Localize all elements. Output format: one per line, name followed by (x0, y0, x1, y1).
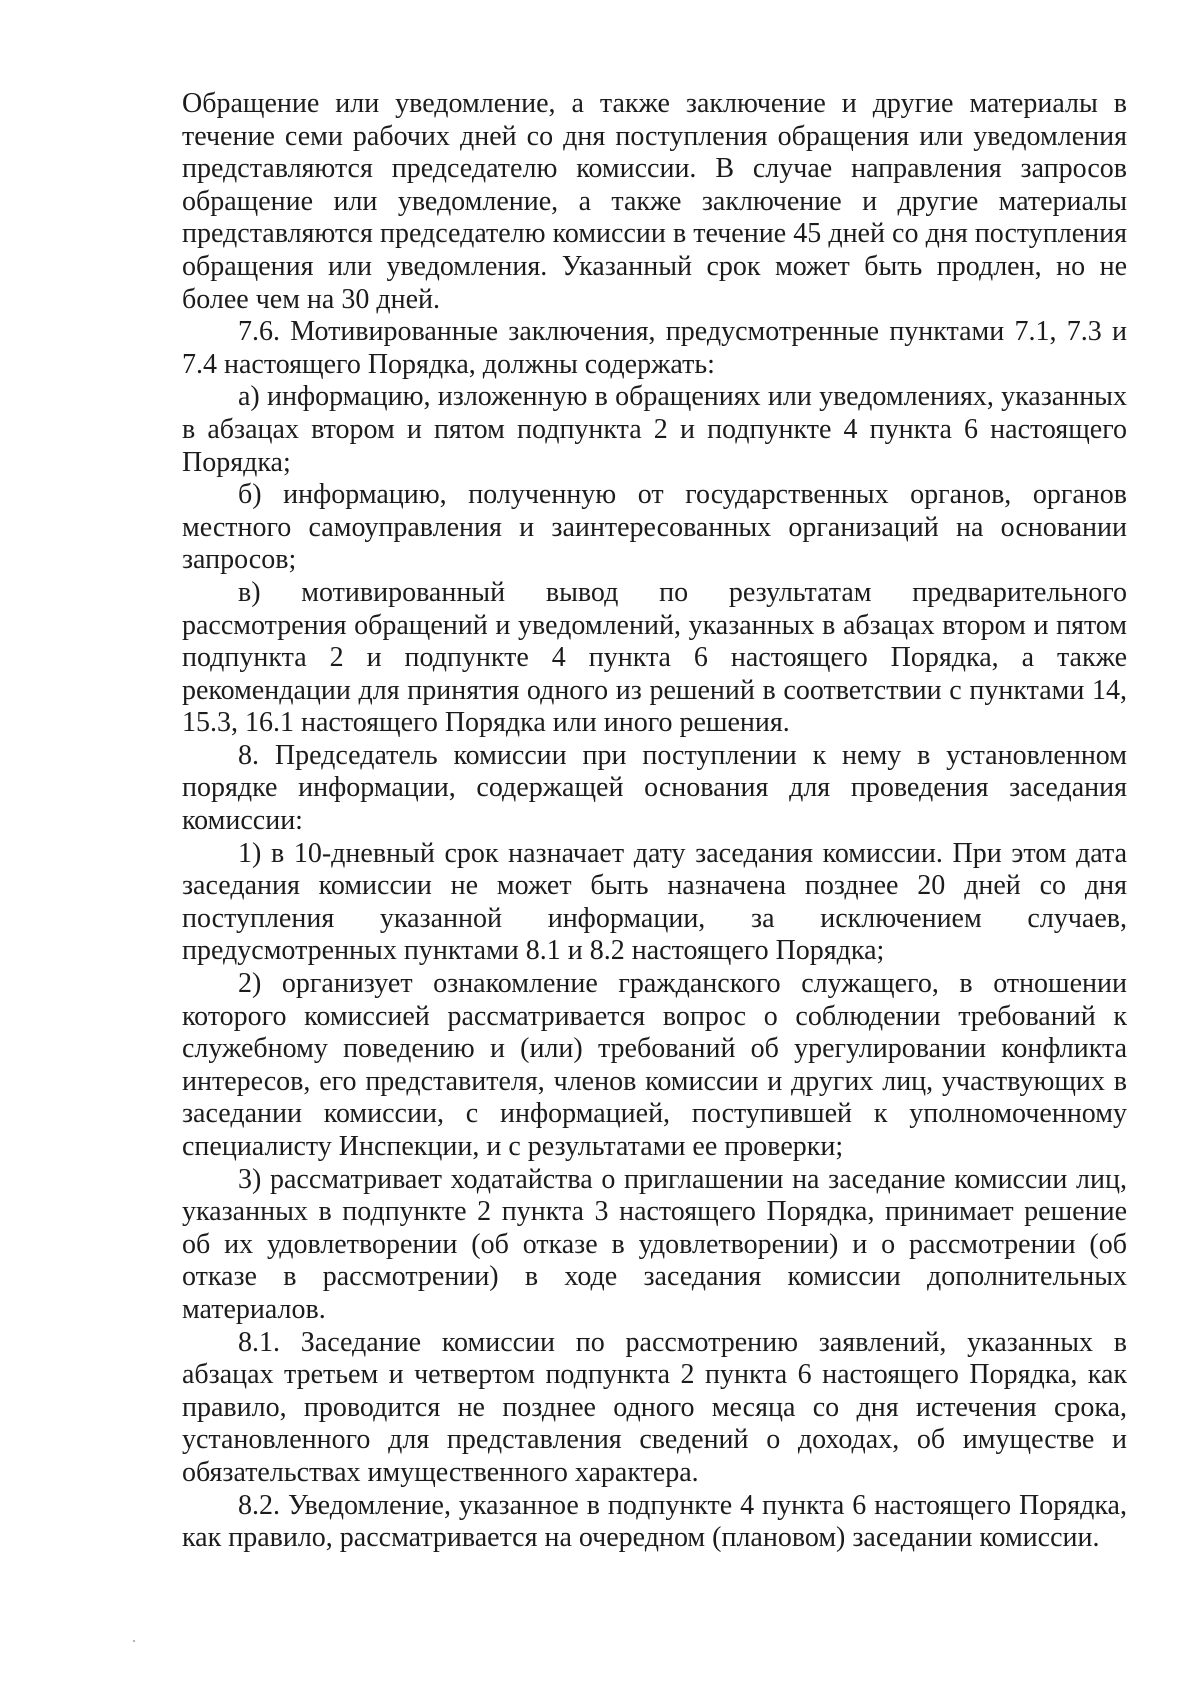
paragraph-8-3-item: 3) рассматривает ходатайства о приглашении на заседание комиссии лиц, указанных в подпункте 2 пункта 3 настоящего Порядка, принимает решение об их удовлетворении (об отказе в удовлетворении) и о рассмотрении (об отказе в рассмотрении) в ходе заседания комиссии дополнительных материалов. (182, 1163, 1127, 1325)
paragraph-7-6-a: а) информацию, изложенную в обращениях или уведомлениях, указанных в абзацах втором и пятом подпункта 2 и подпункте 4 пункта 6 настоящего Порядка; (182, 381, 1127, 478)
paragraph-8-2: 8.2. Уведомление, указанное в подпункте 4 пункта 6 настоящего Порядка, как правило, рассматривается на очередном (плановом) заседании комиссии. (182, 1489, 1127, 1554)
paragraph-7-6: 7.6. Мотивированные заключения, предусмотренные пунктами 7.1, 7.3 и 7.4 настоящего Порядка, должны содержать: (182, 316, 1127, 380)
paragraph-8: 8. Председатель комиссии при поступлении к нему в установленном порядке информации, содержащей основания для проведения заседания комиссии: (182, 739, 1127, 837)
paragraph-7-6-v: в) мотивированный вывод по результатам предварительного рассмотрения обращений и уведомлений, указанных в абзацах втором и пятом подпункта 2 и подпункте 4 пункта 6 настоящего Порядка, а также рекомендации для принятия одного из решений в соответствии с пунктами 14, 15.3, 16.1 настоящего Порядка или иного решения. (182, 576, 1127, 739)
paragraph-continuation: Обращение или уведомление, а также заключение и другие материалы в течение семи рабочих дней со дня поступления обращения или уведомления представляются председателю комиссии. В случае направления запросов обращение или уведомление, а также заключение и другие материалы представляются председателю комиссии в течение 45 дней со дня поступления обращения или уведомления. Указанный срок может быть продлен, но не более чем на 30 дней. (182, 88, 1127, 315)
paragraph-8-1-item: 1) в 10-дневный срок назначает дату заседания комиссии. При этом дата заседания комиссии не может быть назначена позднее 20 дней со дня поступления указанной информации, за исключением случаев, предусмотренных пунктами 8.1 и 8.2 настоящего Порядка; (182, 837, 1127, 967)
document-page (182, 88, 1127, 1555)
paragraph-8-1: 8.1. Заседание комиссии по рассмотрению заявлений, указанных в абзацах третьем и четвертом подпункта 2 пункта 6 настоящего Порядка, как правило, проводится не позднее одного месяца со дня истечения срока, установленного для представления сведений о доходах, об имуществе и обязательствах имущественного характера. (182, 1326, 1127, 1488)
paragraph-8-2-item: 2) организует ознакомление гражданского служащего, в отношении которого комиссией рассматривается вопрос о соблюдении требований к служебному поведению и (или) требований об урегулировании конфликта интересов, его представителя, членов комиссии и других лиц, участвующих в заседании комиссии, с информацией, поступившей к уполномоченному специалисту Инспекции, и с результатами ее проверки; (182, 968, 1127, 1162)
paragraph-7-6-b: б) информацию, полученную от государственных органов, органов местного самоуправления и заинтересованных организаций на основании запросов; (182, 479, 1127, 576)
scan-speck (133, 1640, 135, 1642)
